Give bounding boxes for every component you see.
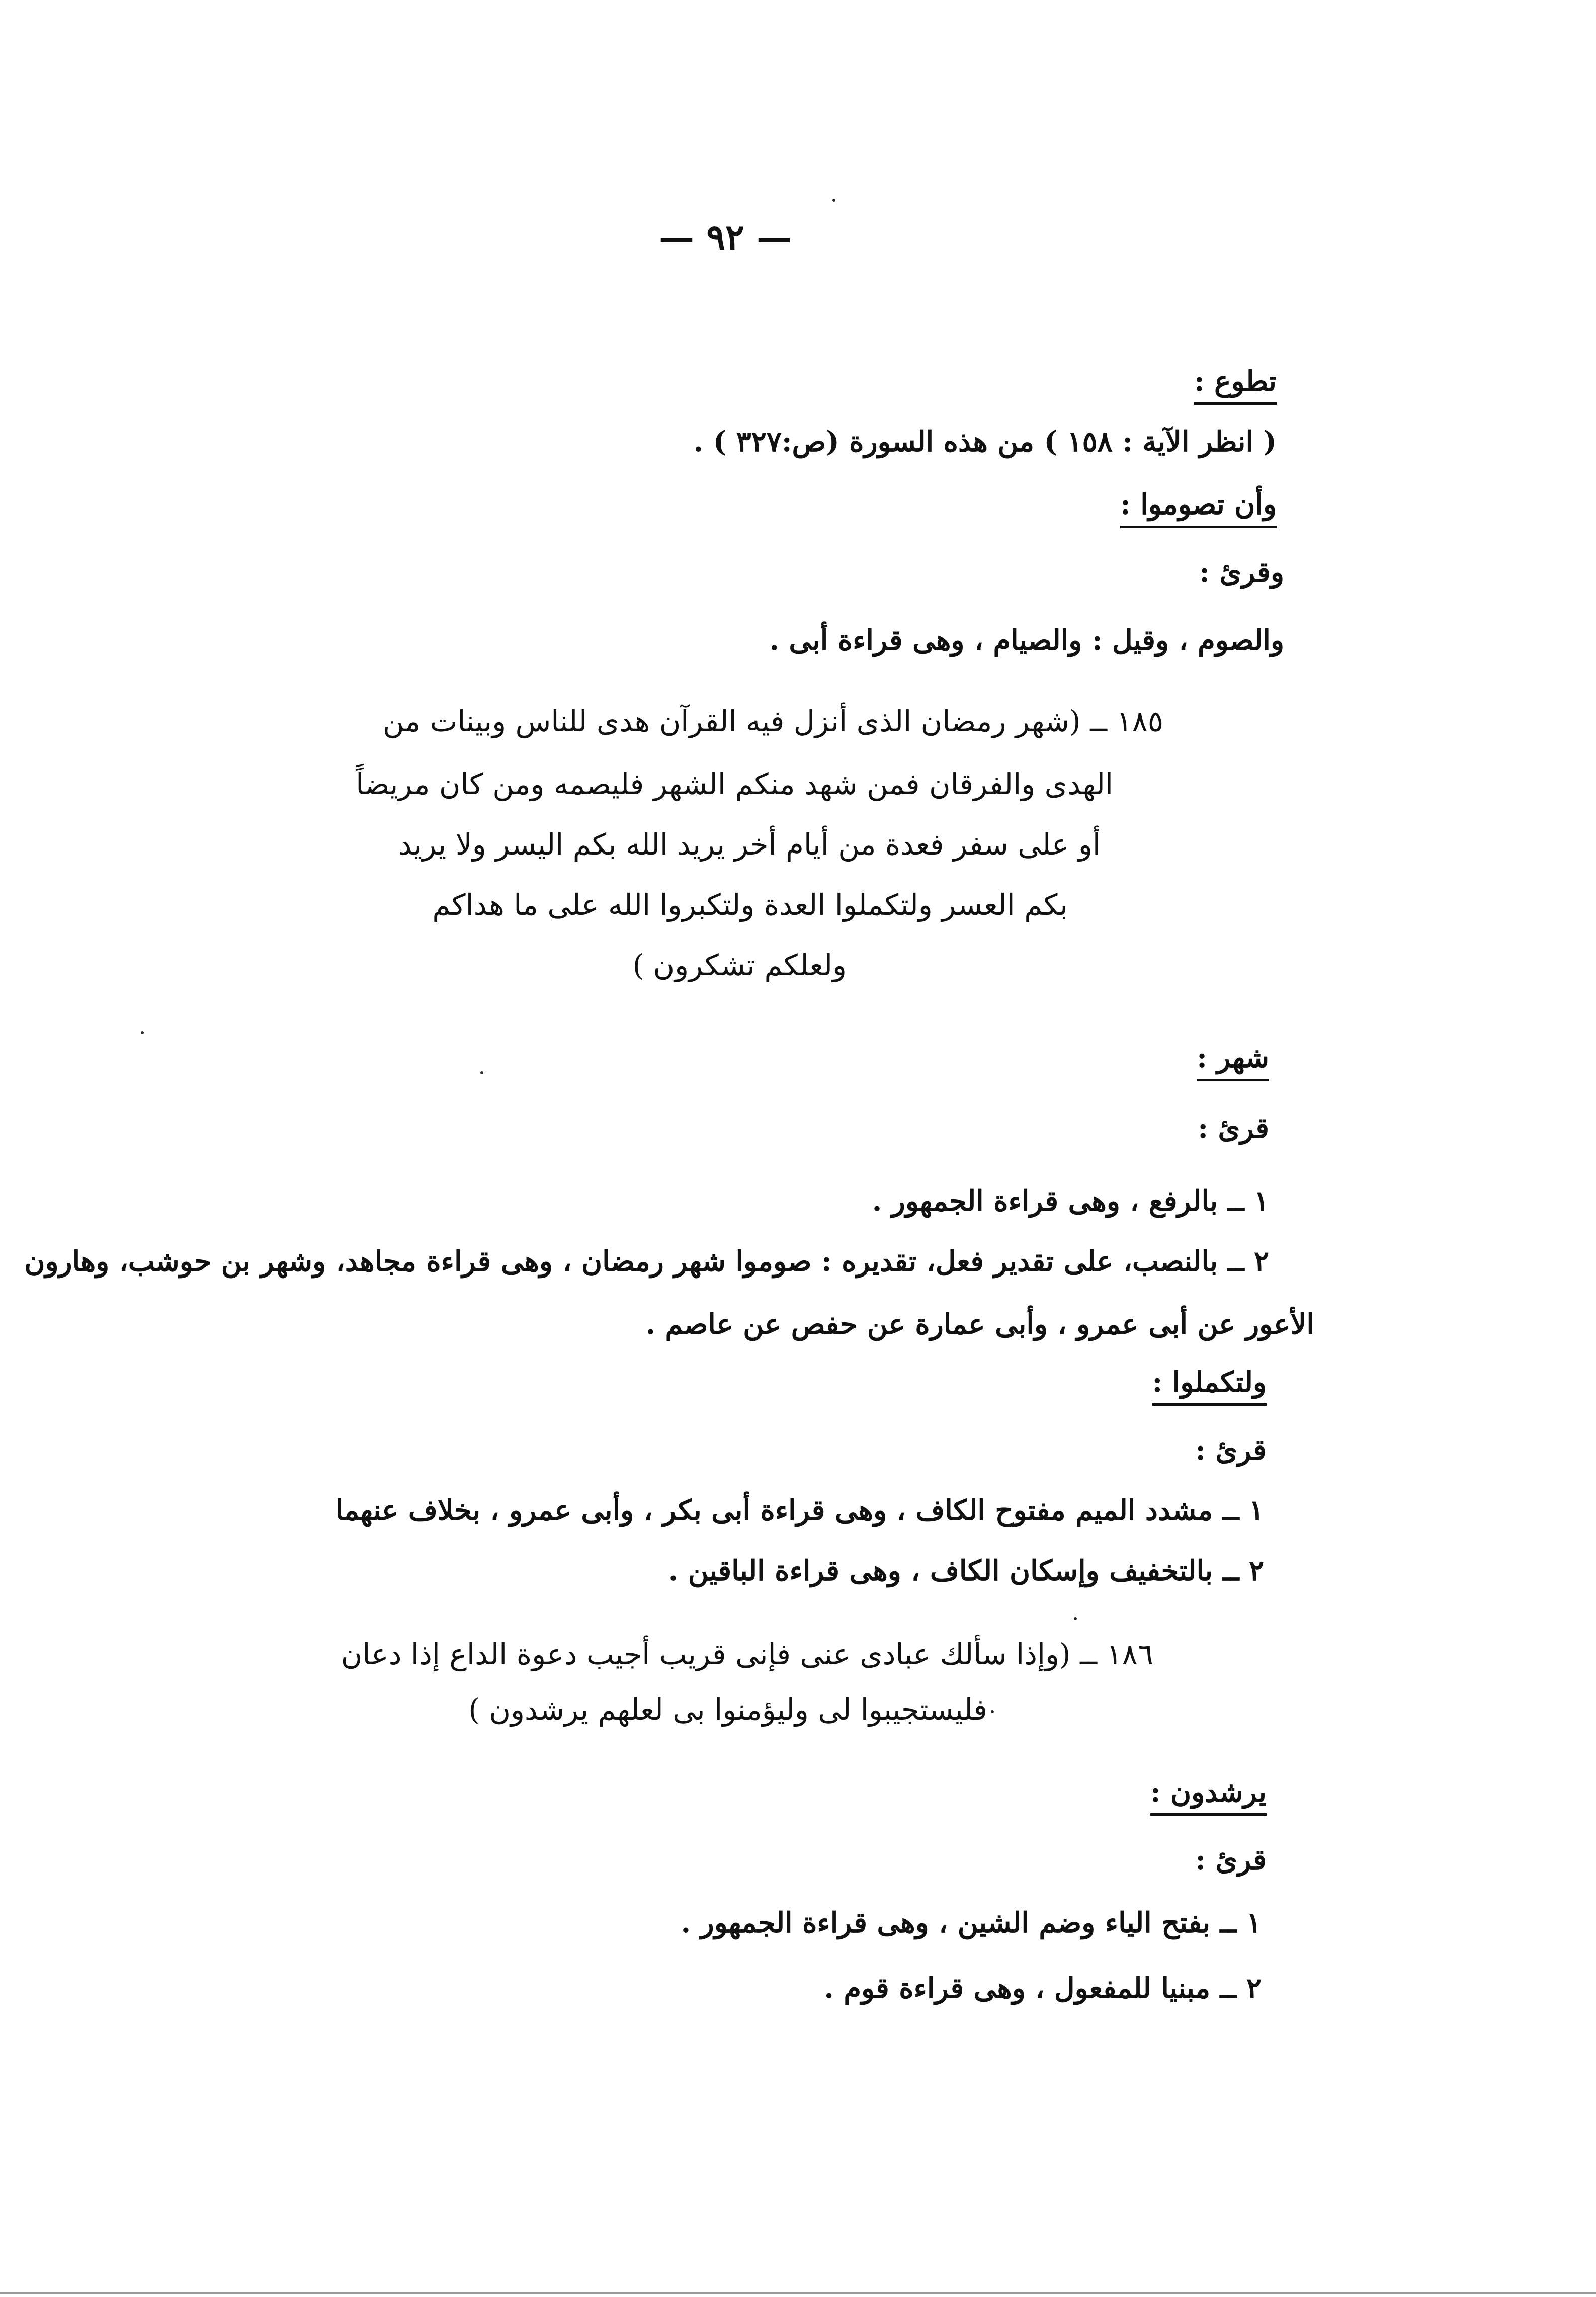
yarshudun-reading-1: ١ ــ بفتح الياء وضم الشين ، وهى قراءة الجمهور . xyxy=(681,1906,1262,1939)
speck-mark xyxy=(1074,1617,1077,1620)
verse-185-line-1: ١٨٥ ــ (شهر رمضان الذى أنزل فيه القرآن هدى للناس وبينات من xyxy=(383,704,1163,738)
heading-tatawwa: تطوع : xyxy=(1194,367,1277,405)
verse-186-line-1: ١٨٦ ــ (وإذا سألك عبادى عنى فإنى قريب أجيب دعوة الداع إذا دعان xyxy=(341,1637,1153,1671)
shahr-reading-1: ١ ــ بالرفع ، وهى قراءة الجمهور . xyxy=(872,1184,1269,1218)
qurie-label: قرئ : xyxy=(1195,1843,1267,1877)
qurie-label: وقرئ : xyxy=(1199,556,1284,589)
qurie-label: قرئ : xyxy=(1195,1433,1267,1467)
shahr-reading-2: ٢ ــ بالنصب، على تقدير فعل، تقديره : صوموا شهر رمضان ، وهى قراءة مجاهد، وشهر بن حوشب، وهارون xyxy=(24,1245,1269,1278)
verse-185-line-4: بكم العسر ولتكملوا العدة ولتكبروا الله على ما هداكم xyxy=(432,888,1068,922)
heading-shahr: شهر : xyxy=(1197,1044,1269,1081)
tukmilu-reading-2: ٢ ــ بالتخفيف وإسكان الكاف ، وهى قراءة الباقين . xyxy=(668,1554,1264,1587)
yarshudun-reading-2: ٢ ــ مبنيا للمفعول ، وهى قراءة قوم . xyxy=(824,1972,1262,2005)
speck-mark xyxy=(141,1031,144,1034)
verse-185-line-5: ولعلكم تشكرون ) xyxy=(632,948,847,982)
verse-185-line-2: الهدى والفرقان فمن شهد منكم الشهر فليصمه ومن كان مريضاً xyxy=(356,767,1113,801)
speck-mark xyxy=(991,1710,994,1713)
page-number: — ٩٢ — xyxy=(659,216,792,258)
qurie-label: قرئ : xyxy=(1198,1112,1269,1145)
heading-yarshudun: يرشدون : xyxy=(1150,1778,1267,1816)
heading-walitukmilu: ولتكملوا : xyxy=(1152,1368,1267,1406)
reading-sawm: والصوم ، وقيل : والصيام ، وهى قراءة أبى . xyxy=(769,624,1284,657)
verse-185-line-3: أو على سفر فعدة من أيام أخر يريد الله بكم اليسر ولا يريد xyxy=(398,827,1101,862)
heading-wa-an-tasumu: وأن تصوموا : xyxy=(1120,490,1277,528)
tukmilu-reading-1: ١ ــ مشدد الميم مفتوح الكاف ، وهى قراءة أبى بكر ، وأبى عمرو ، بخلاف عنهما xyxy=(335,1494,1264,1527)
scan-bottom-edge xyxy=(0,2292,1596,2294)
shahr-reading-2-continued: الأعور عن أبى عمرو ، وأبى عمارة عن حفص عن عاصم . xyxy=(645,1308,1314,1341)
speck-mark xyxy=(832,199,835,202)
verse-186-line-2: فليستجيبوا لى وليؤمنوا بى لعلهم يرشدون ) xyxy=(468,1692,987,1727)
speck-mark xyxy=(480,1071,483,1074)
note-see-verse: ( انظر الآية : ١٥٨ ) من هذه السورة (ص:٣٢٧ ) . xyxy=(693,425,1277,458)
